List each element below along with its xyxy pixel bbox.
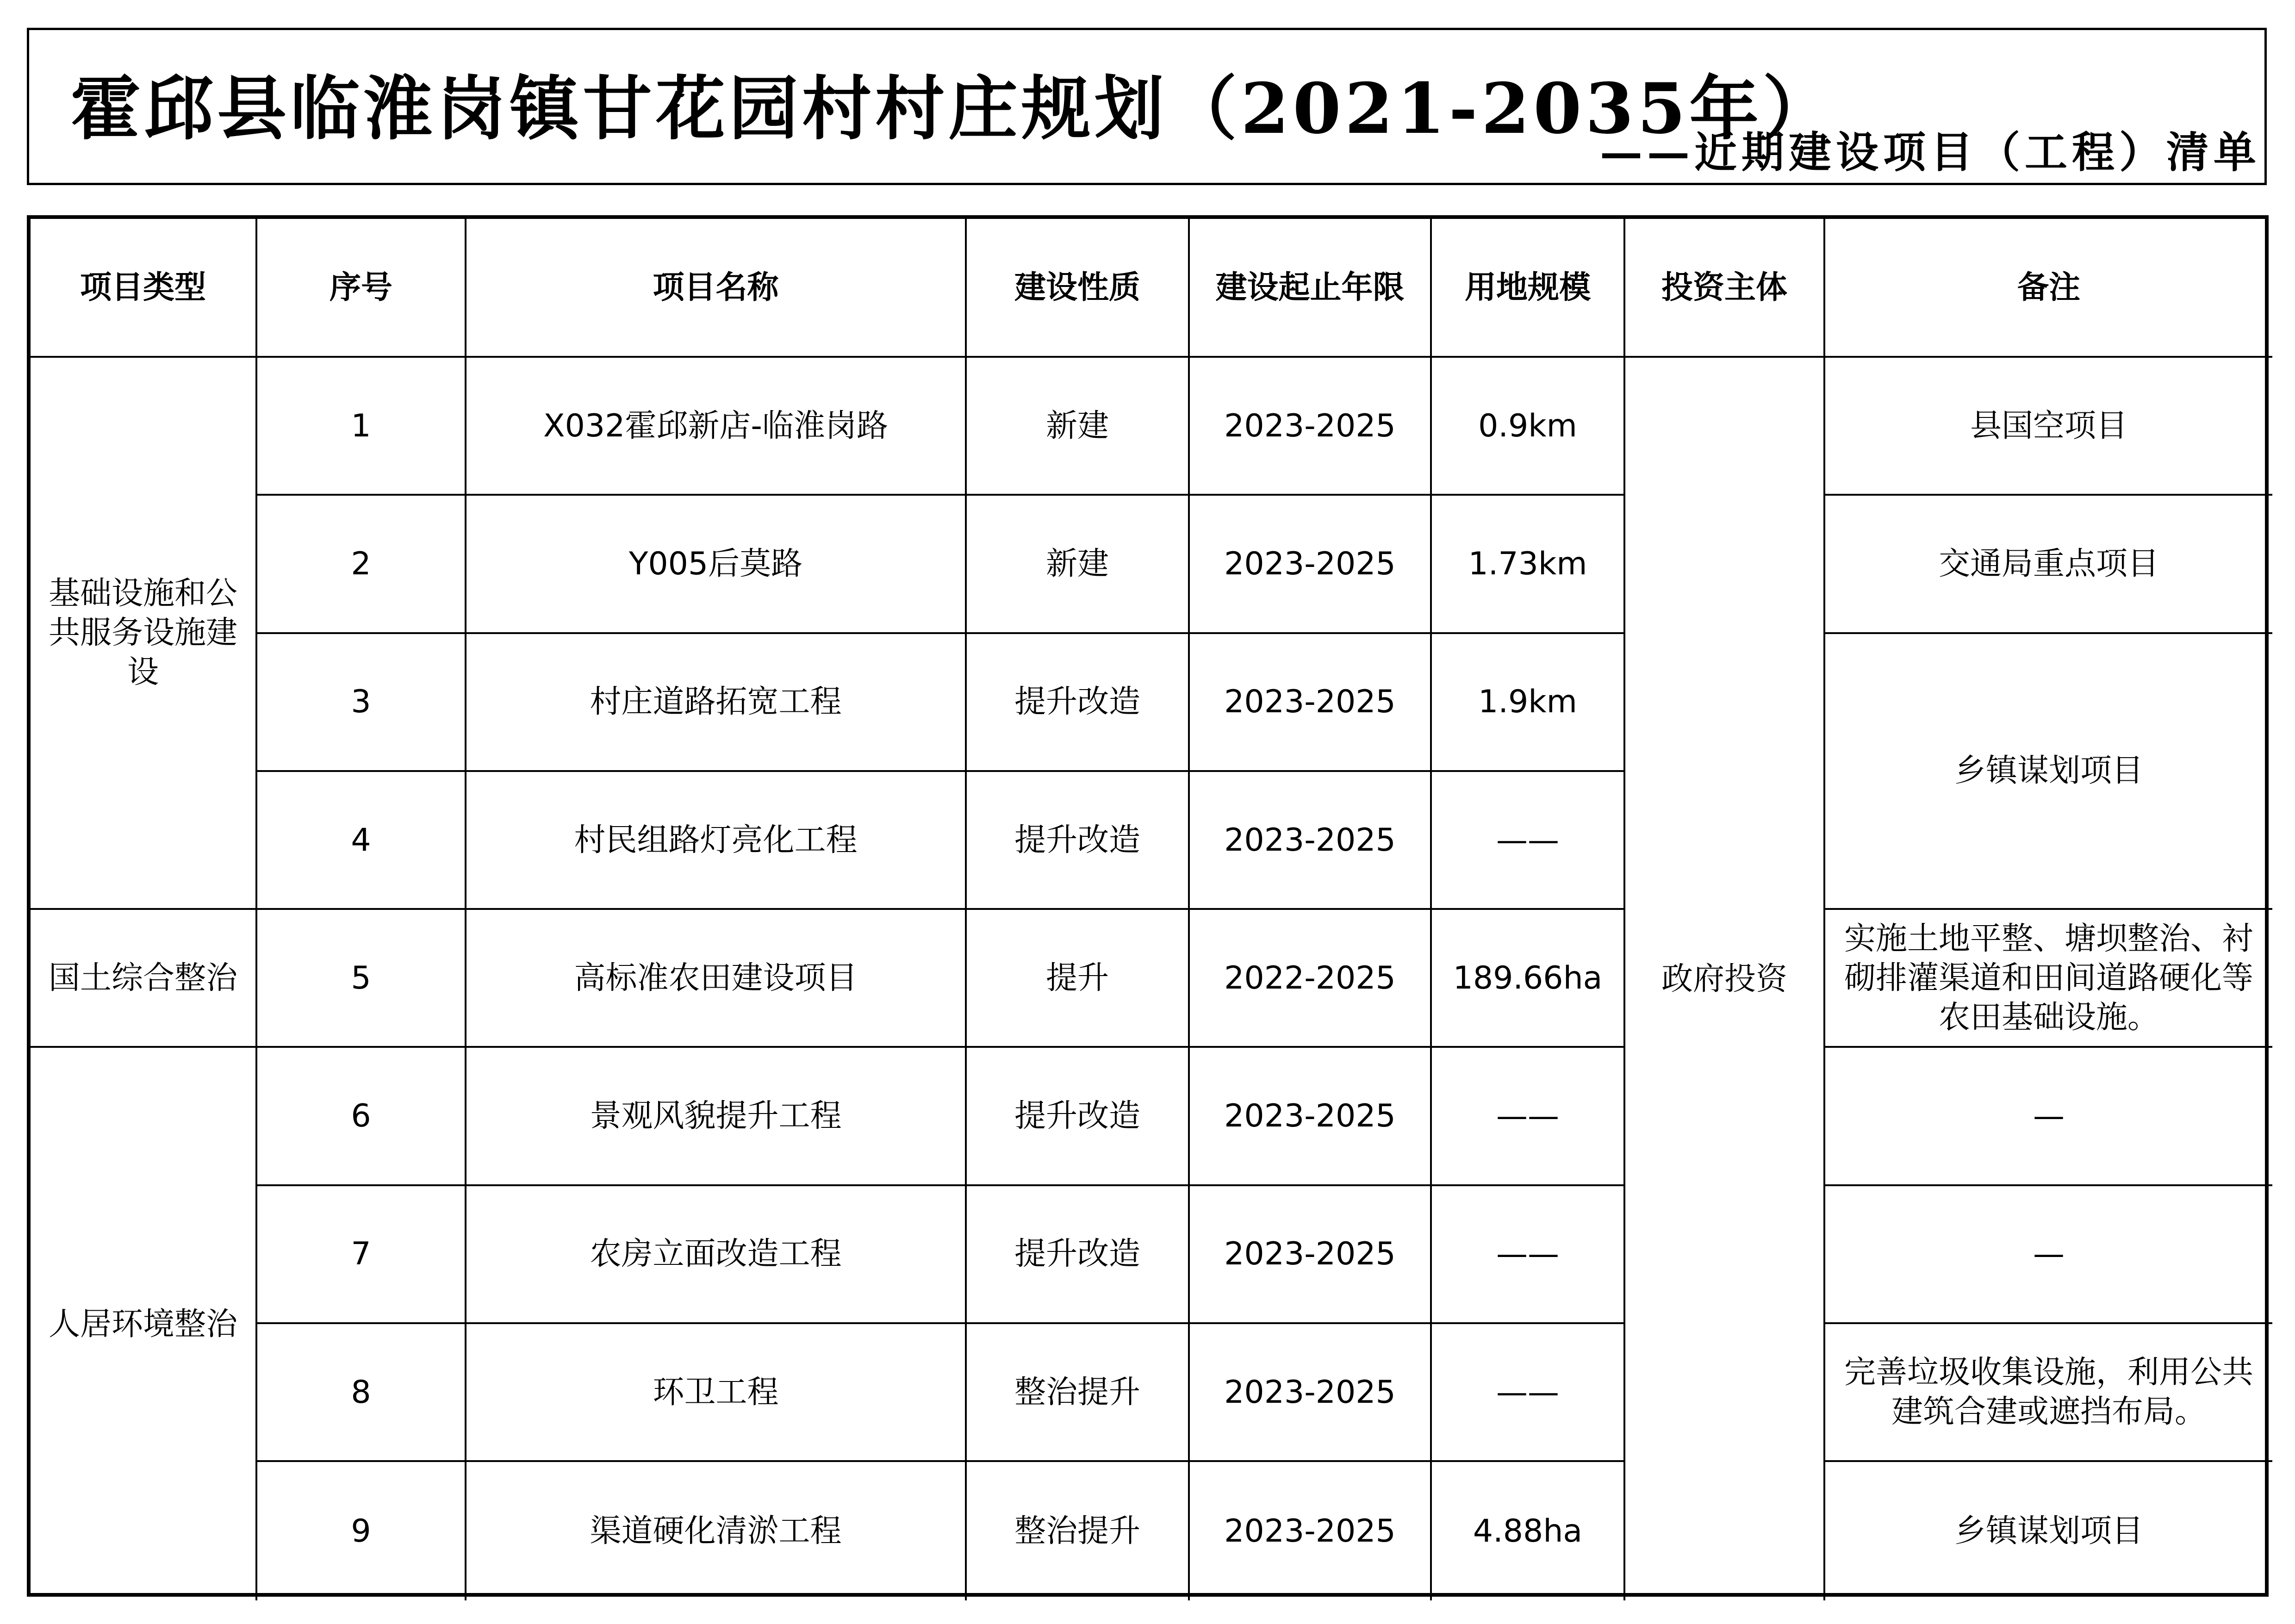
remark-cell: 县国空项目	[1825, 358, 2272, 496]
document-title: 霍邱县临淮岗镇甘花园村村庄规划（2021-2035年）	[71, 68, 1836, 149]
row-years: 2023-2025	[1190, 358, 1432, 496]
row-nature: 提升	[967, 910, 1190, 1048]
remark-cell: —	[1825, 1186, 2272, 1324]
row-nature: 新建	[967, 358, 1190, 496]
row-nature: 提升改造	[967, 772, 1190, 910]
row-project-name: 景观风貌提升工程	[466, 1048, 967, 1186]
row-nature: 整治提升	[967, 1324, 1190, 1462]
row-land-scale: 0.9km	[1432, 358, 1625, 496]
row-nature: 提升改造	[967, 1186, 1190, 1324]
category-infrastructure: 基础设施和公共服务设施建设	[31, 358, 257, 910]
row-number: 6	[257, 1048, 466, 1186]
remark-cell: —	[1825, 1048, 2272, 1186]
header-land-scale: 用地规模	[1432, 219, 1625, 358]
row-number: 3	[257, 634, 466, 772]
row-years: 2023-2025	[1190, 1186, 1432, 1324]
header-project-type: 项目类型	[31, 219, 257, 358]
header-project-name: 项目名称	[466, 219, 967, 358]
row-number: 5	[257, 910, 466, 1048]
category-living-environment: 人居环境整治	[31, 1048, 257, 1600]
row-project-name: X032霍邱新店-临淮岗路	[466, 358, 967, 496]
row-project-name: Y005后莫路	[466, 496, 967, 634]
header-nature: 建设性质	[967, 219, 1190, 358]
row-number: 7	[257, 1186, 466, 1324]
row-project-name: 环卫工程	[466, 1324, 967, 1462]
row-land-scale: 4.88ha	[1432, 1462, 1625, 1600]
row-land-scale: ——	[1432, 772, 1625, 910]
row-years: 2023-2025	[1190, 1324, 1432, 1462]
header-number: 序号	[257, 219, 466, 358]
header-remarks: 备注	[1825, 219, 2272, 358]
row-years: 2023-2025	[1190, 1048, 1432, 1186]
row-land-scale: 1.73km	[1432, 496, 1625, 634]
row-project-name: 渠道硬化清淤工程	[466, 1462, 967, 1600]
row-years: 2023-2025	[1190, 496, 1432, 634]
header-years: 建设起止年限	[1190, 219, 1432, 358]
row-project-name: 农房立面改造工程	[466, 1186, 967, 1324]
row-project-name: 村民组路灯亮化工程	[466, 772, 967, 910]
row-number: 4	[257, 772, 466, 910]
row-nature: 提升改造	[967, 1048, 1190, 1186]
row-years: 2022-2025	[1190, 910, 1432, 1048]
row-land-scale: 1.9km	[1432, 634, 1625, 772]
row-land-scale: ——	[1432, 1186, 1625, 1324]
row-number: 9	[257, 1462, 466, 1600]
row-land-scale: ——	[1432, 1324, 1625, 1462]
row-nature: 新建	[967, 496, 1190, 634]
remark-cell: 交通局重点项目	[1825, 496, 2272, 634]
row-land-scale: ——	[1432, 1048, 1625, 1186]
row-project-name: 高标准农田建设项目	[466, 910, 967, 1048]
investor-cell: 政府投资	[1625, 358, 1825, 1600]
row-project-name: 村庄道路拓宽工程	[466, 634, 967, 772]
document-subtitle: ——近期建设项目（工程）清单	[1599, 127, 2261, 177]
remark-cell: 乡镇谋划项目	[1825, 634, 2272, 910]
row-nature: 提升改造	[967, 634, 1190, 772]
row-number: 2	[257, 496, 466, 634]
remark-cell: 乡镇谋划项目	[1954, 1513, 2143, 1550]
row-land-scale: 189.66ha	[1432, 910, 1625, 1048]
remark-cell: 实施土地平整、塘坝整治、衬砌排灌渠道和田间道路硬化等农田基础设施。	[1825, 910, 2272, 1048]
project-table	[27, 215, 2269, 1597]
row-number: 8	[257, 1324, 466, 1462]
row-nature: 整治提升	[967, 1462, 1190, 1600]
row-years: 2023-2025	[1190, 634, 1432, 772]
row-years: 2023-2025	[1190, 1462, 1432, 1600]
row-years: 2023-2025	[1190, 772, 1432, 910]
remark-cell: 完善垃圾收集设施，利用公共建筑合建或遮挡布局。	[1825, 1324, 2272, 1462]
row-number: 1	[257, 358, 466, 496]
title-box	[27, 28, 2267, 185]
header-investor: 投资主体	[1625, 219, 1825, 358]
category-land-consolidation: 国土综合整治	[31, 910, 257, 1048]
